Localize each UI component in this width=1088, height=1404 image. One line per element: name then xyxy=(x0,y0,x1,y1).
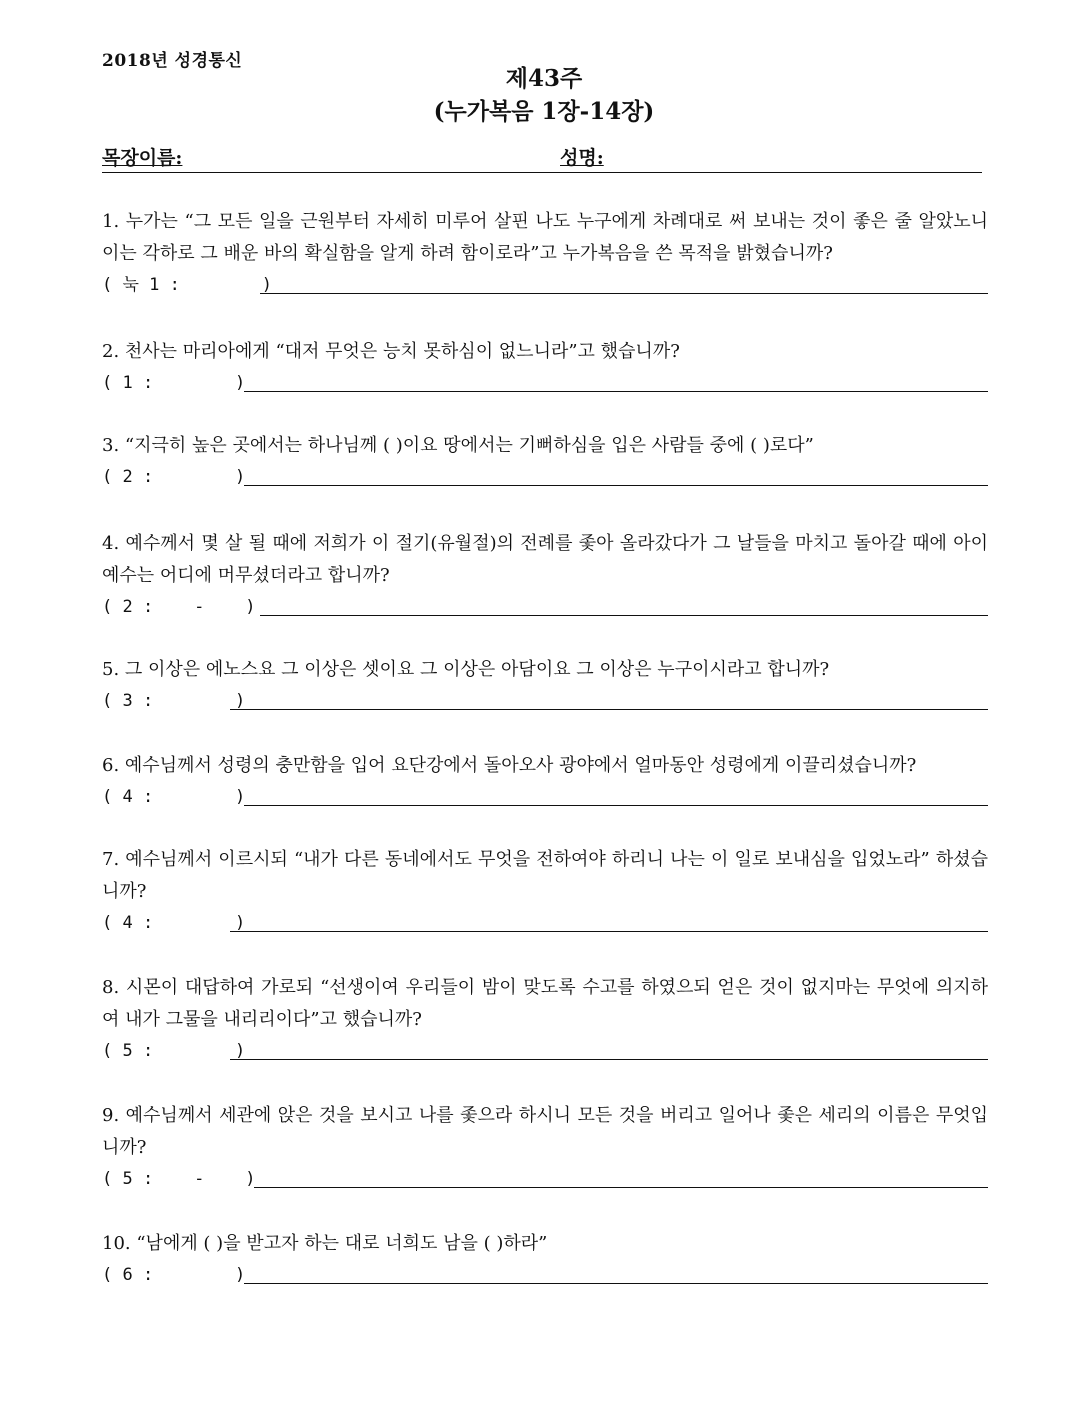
name-row xyxy=(102,142,982,173)
answer-line[interactable] xyxy=(244,1283,988,1284)
question-text: 10. “남에게 ( )을 받고자 하는 대로 너희도 남을 ( )하라” xyxy=(102,1233,548,1254)
answer-line[interactable] xyxy=(230,1059,988,1060)
answer-row xyxy=(102,368,988,398)
answer-row xyxy=(102,1260,988,1290)
answer-row xyxy=(102,1164,988,1194)
question-text: 6. 예수님께서 성령의 충만함을 입어 요단강에서 돌아오사 광야에서 얼마동안 성령에게 이끌리셨습니까? xyxy=(102,755,917,776)
answer-row xyxy=(102,270,988,300)
verse-reference: ( 4 : ) xyxy=(102,913,246,933)
question-text: 4. 예수께서 몇 살 될 때에 저희가 이 절기(유월절)의 전례를 좇아 올라갔다가 그 날들을 마치고 돌아갈 때에 아이 예수는 어디에 머무셨더라고 합니까? xyxy=(102,533,988,586)
answer-line[interactable] xyxy=(230,931,988,932)
verse-reference: ( 1 : ) xyxy=(102,373,246,393)
answer-line[interactable] xyxy=(254,1187,988,1188)
answer-row xyxy=(102,686,988,716)
question-5 xyxy=(102,654,988,716)
answer-row xyxy=(102,1036,988,1066)
answer-line[interactable] xyxy=(260,615,988,616)
verse-reference: ( 5 : - ) xyxy=(102,1169,256,1189)
answer-row xyxy=(102,782,988,812)
verse-reference: ( 2 : ) xyxy=(102,467,246,487)
question-text: 9. 예수님께서 세관에 앉은 것을 보시고 나를 좇으라 하시니 모든 것을 버리고 일어나 좇은 세리의 이름은 무엇입니까? xyxy=(102,1105,988,1158)
answer-line[interactable] xyxy=(260,293,988,294)
answer-row xyxy=(102,908,988,938)
verse-reference: ( 5 : ) xyxy=(102,1041,246,1061)
question-3 xyxy=(102,430,988,492)
document-label: 2018년 성경통신 xyxy=(102,51,243,71)
question-6 xyxy=(102,750,988,812)
question-text: 5. 그 이상은 에노스요 그 이상은 셋이요 그 이상은 아담이요 그 이상은 누구이시라고 합니까? xyxy=(102,659,830,680)
question-text: 8. 시몬이 대답하여 가로되 “선생이여 우리들이 밤이 맞도록 수고를 하였으되 얻은 것이 없지마는 무엇에 의지하여 내가 그물을 내리리이다”고 했습니까? xyxy=(102,977,988,1030)
answer-line[interactable] xyxy=(244,805,988,806)
answer-line[interactable] xyxy=(244,485,988,486)
question-4 xyxy=(102,528,988,622)
question-7 xyxy=(102,844,988,938)
question-8 xyxy=(102,972,988,1066)
answer-row xyxy=(102,462,988,492)
book-range-title: (누가복음 1장-14장) xyxy=(433,98,655,125)
question-2 xyxy=(102,336,988,398)
question-text: 3. “지극히 높은 곳에서는 하나님께 ( )이요 땅에서는 기뻐하심을 입은 사람들 중에 ( )로다” xyxy=(102,435,814,456)
question-10 xyxy=(102,1228,988,1290)
question-text: 1. 누가는 “그 모든 일을 근원부터 자세히 미루어 살핀 나도 누구에게 차례대로 써 보내는 것이 좋은 줄 알았노니 이는 각하로 그 배운 바의 확실함을 알게 하려 함이로라”고 누가복음을 쓴 목적을 밝혔습니까? xyxy=(102,211,988,264)
question-text: 2. 천사는 마리아에게 “대저 무엇은 능치 못하심이 없느니라”고 했습니까? xyxy=(102,341,680,362)
verse-reference: ( 6 : ) xyxy=(102,1265,246,1285)
question-9 xyxy=(102,1100,988,1194)
verse-reference: ( 3 : ) xyxy=(102,691,246,711)
verse-reference: ( 4 : ) xyxy=(102,787,246,807)
verse-reference: ( 2 : - ) xyxy=(102,597,256,617)
name-label: 성명: xyxy=(560,147,604,169)
parish-label: 목장이름: xyxy=(102,147,183,169)
answer-line[interactable] xyxy=(230,709,988,710)
week-title: 제43주 xyxy=(505,65,583,92)
question-1 xyxy=(102,206,988,300)
answer-row xyxy=(102,592,988,622)
verse-reference: ( 눅 1 : ) xyxy=(102,275,272,295)
question-text: 7. 예수님께서 이르시되 “내가 다른 동네에서도 무엇을 전하여야 하리니 나는 이 일로 보내심을 입었노라” 하셨습니까? xyxy=(102,849,988,902)
answer-line[interactable] xyxy=(244,391,988,392)
